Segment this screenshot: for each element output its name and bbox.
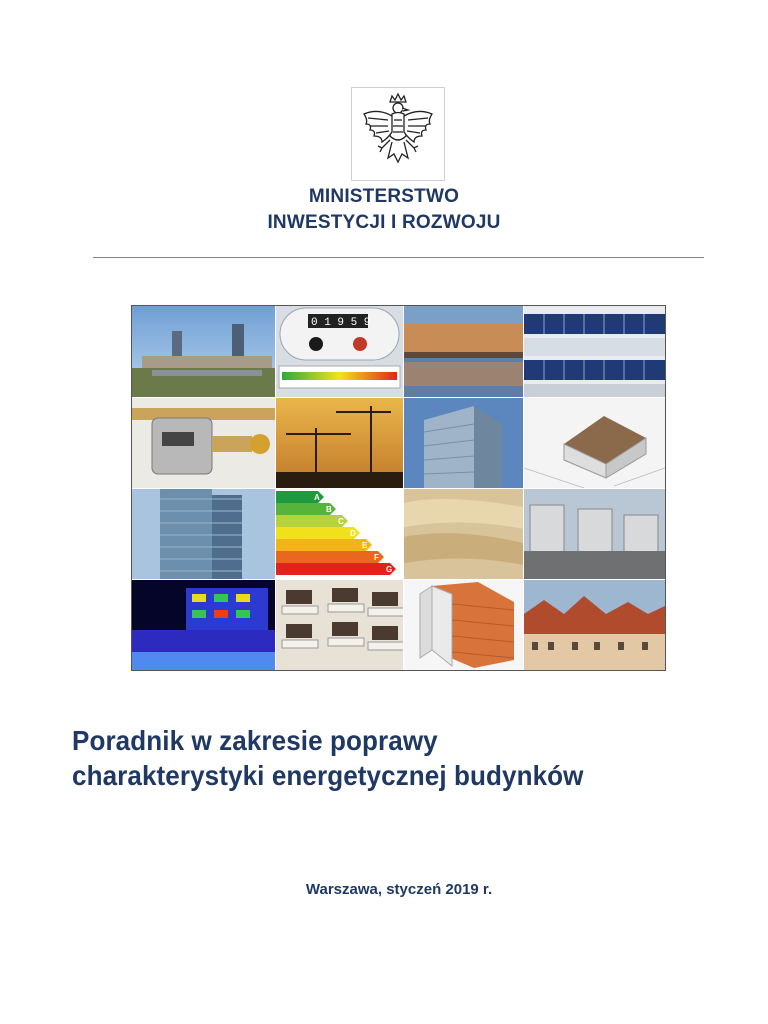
energy-label-graphic — [276, 489, 403, 579]
polish-eagle-icon — [352, 88, 444, 180]
ministry-name-line1: MINISTERSTWO — [308, 186, 460, 207]
heat-meter-photo — [132, 398, 275, 488]
svg-text:0 1 9 5 9: 0 1 9 5 9 — [311, 317, 371, 329]
svg-text:A: A — [314, 493, 320, 502]
rooftop-hvac-photo — [524, 489, 665, 579]
place-and-date: Warszawa, styczeń 2019 r. — [305, 881, 493, 898]
thermal-image-photo — [132, 580, 275, 670]
svg-text:D: D — [350, 529, 356, 538]
solar-facade-photo — [524, 306, 665, 397]
ministry-name-line2: INWESTYCJI I ROZWOJU — [267, 212, 501, 233]
city-skyline-photo — [132, 306, 275, 397]
header-divider — [93, 257, 704, 258]
balcony-photo — [276, 580, 403, 670]
svg-text:E: E — [362, 541, 368, 550]
energy-meter-photo — [276, 306, 403, 397]
svg-text:G: G — [386, 565, 393, 574]
svg-text:C: C — [338, 517, 344, 526]
old-town-roofs-photo — [524, 580, 665, 670]
house-model-photo — [524, 398, 665, 488]
glass-tower-photo — [404, 398, 523, 488]
document-title-line1: Poradnik w zakresie poprawy — [72, 725, 438, 756]
emblem-frame — [351, 87, 445, 181]
svg-text:B: B — [326, 505, 332, 514]
photo-collage — [131, 305, 666, 671]
office-tower-photo — [132, 489, 275, 579]
insulation-wool-photo — [404, 489, 523, 579]
wall-insulation-photo — [404, 580, 523, 670]
waterfront-building-photo — [404, 306, 523, 397]
construction-cranes-photo — [276, 398, 403, 488]
svg-text:F: F — [374, 553, 379, 562]
document-title-line2: charakterystyki energetycznej budynków — [72, 760, 584, 791]
